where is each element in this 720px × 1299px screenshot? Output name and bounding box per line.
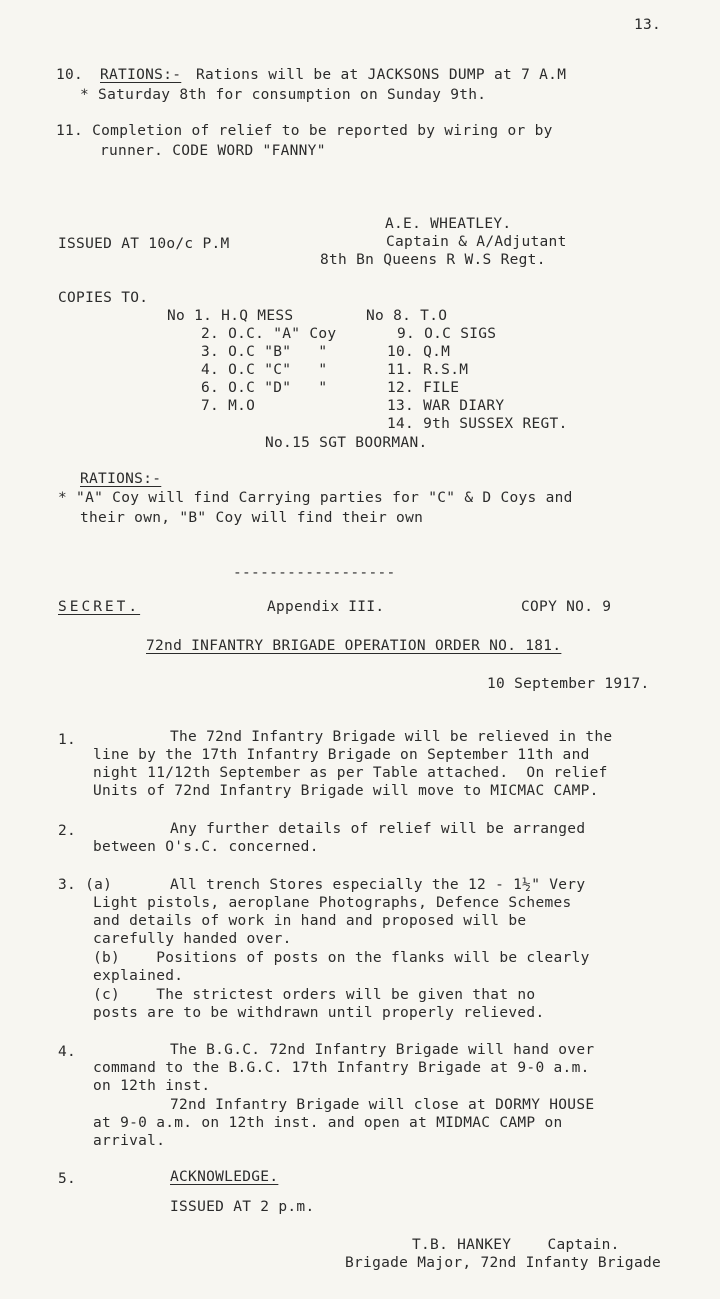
para4-line3: on 12th inst. bbox=[93, 1078, 211, 1094]
item10-line1: Rations will be at JACKSONS DUMP at 7 A.M bbox=[196, 67, 567, 83]
para1-number: 1. bbox=[58, 732, 77, 748]
secret-label: SECRET. bbox=[58, 599, 141, 615]
signature1-issued: ISSUED AT 10o/c P.M bbox=[58, 236, 230, 252]
para1-line2: line by the 17th Infantry Brigade on September 11th and bbox=[93, 747, 590, 763]
para3-line4: carefully handed over. bbox=[93, 931, 292, 947]
copies-right-5: 12. FILE bbox=[387, 380, 460, 396]
page-number: 13. bbox=[634, 17, 662, 33]
copies-right-7: 14. 9th SUSSEX REGT. bbox=[387, 416, 568, 432]
order-title: 72nd INFANTRY BRIGADE OPERATION ORDER NO. 181. bbox=[146, 638, 562, 654]
para1-line1: The 72nd Infantry Brigade will be relieved in the bbox=[170, 729, 613, 745]
item11-line2: runner. CODE WORD "FANNY" bbox=[100, 143, 326, 159]
para2-line1: Any further details of relief will be arranged bbox=[170, 821, 586, 837]
para3-line5: (b) Positions of posts on the flanks will be clearly bbox=[93, 950, 590, 966]
copies-last: No.15 SGT BOORMAN. bbox=[265, 435, 428, 451]
copy-number: COPY NO. 9 bbox=[521, 599, 612, 615]
rations-line1: * "A" Coy will find Carrying parties for "C" & D Coys and bbox=[58, 490, 573, 506]
acknowledge-label: ACKNOWLEDGE. bbox=[170, 1169, 279, 1185]
rations-heading: RATIONS:- bbox=[80, 471, 162, 487]
para3-line6: explained. bbox=[93, 968, 184, 984]
copies-left-1: No 1. H.Q MESS bbox=[167, 308, 294, 324]
copies-heading: COPIES TO. bbox=[58, 290, 149, 306]
order-date: 10 September 1917. bbox=[487, 676, 650, 692]
para5-number: 5. bbox=[58, 1171, 77, 1187]
para3-line1: All trench Stores especially the 12 - 1½" Very bbox=[170, 877, 586, 893]
copies-right-1: No 8. T.O bbox=[366, 308, 448, 324]
para1-line3: night 11/12th September as per Table attached. On relief bbox=[93, 765, 608, 781]
issued-time: ISSUED AT 2 p.m. bbox=[170, 1199, 315, 1215]
signature1-unit: 8th Bn Queens R W.S Regt. bbox=[320, 252, 546, 268]
signature1-title: Captain & A/Adjutant bbox=[386, 234, 567, 250]
para2-line2: between O's.C. concerned. bbox=[93, 839, 319, 855]
copies-left-5: 6. O.C "D" " bbox=[201, 380, 328, 396]
rations-line2: their own, "B" Coy will find their own bbox=[80, 510, 424, 526]
signature2-name: T.B. HANKEY Captain. bbox=[412, 1237, 620, 1253]
copies-left-3: 3. O.C "B" " bbox=[201, 344, 328, 360]
para3-line3: and details of work in hand and proposed will be bbox=[93, 913, 527, 929]
item10-line2: * Saturday 8th for consumption on Sunday 9th. bbox=[80, 87, 487, 103]
para4-line2: command to the B.G.C. 17th Infantry Brigade at 9-0 a.m. bbox=[93, 1060, 590, 1076]
para4-line6: arrival. bbox=[93, 1133, 166, 1149]
copies-right-3: 10. Q.M bbox=[387, 344, 451, 360]
para4-line5: at 9-0 a.m. on 12th inst. and open at MIDMAC CAMP on bbox=[93, 1115, 563, 1131]
signature2-title: Brigade Major, 72nd Infanty Brigade bbox=[345, 1255, 662, 1271]
para4-line1: The B.G.C. 72nd Infantry Brigade will hand over bbox=[170, 1042, 595, 1058]
para3-number: 3. (a) bbox=[58, 877, 113, 893]
item11-line1: 11. Completion of relief to be reported by wiring or by bbox=[56, 123, 553, 139]
item10-number: 10. bbox=[56, 67, 84, 83]
copies-left-2: 2. O.C. "A" Coy bbox=[201, 326, 337, 342]
copies-left-4: 4. O.C "C" " bbox=[201, 362, 328, 378]
para3-line7: (c) The strictest orders will be given that no bbox=[93, 987, 536, 1003]
separator-line: ------------------ bbox=[233, 565, 396, 581]
para3-line8: posts are to be withdrawn until properly relieved. bbox=[93, 1005, 545, 1021]
copies-right-4: 11. R.S.M bbox=[387, 362, 469, 378]
para3-line2: Light pistols, aeroplane Photographs, Defence Schemes bbox=[93, 895, 572, 911]
para4-number: 4. bbox=[58, 1044, 77, 1060]
para1-line4: Units of 72nd Infantry Brigade will move to MICMAC CAMP. bbox=[93, 783, 599, 799]
copies-right-2: 9. O.C SIGS bbox=[397, 326, 497, 342]
copies-right-6: 13. WAR DIARY bbox=[387, 398, 505, 414]
appendix-label: Appendix III. bbox=[267, 599, 385, 615]
copies-left-6: 7. M.O bbox=[201, 398, 256, 414]
para4-line4: 72nd Infantry Brigade will close at DORMY HOUSE bbox=[170, 1097, 595, 1113]
signature1-name: A.E. WHEATLEY. bbox=[385, 216, 512, 232]
item10-heading: RATIONS:- bbox=[100, 67, 182, 83]
para2-number: 2. bbox=[58, 823, 77, 839]
